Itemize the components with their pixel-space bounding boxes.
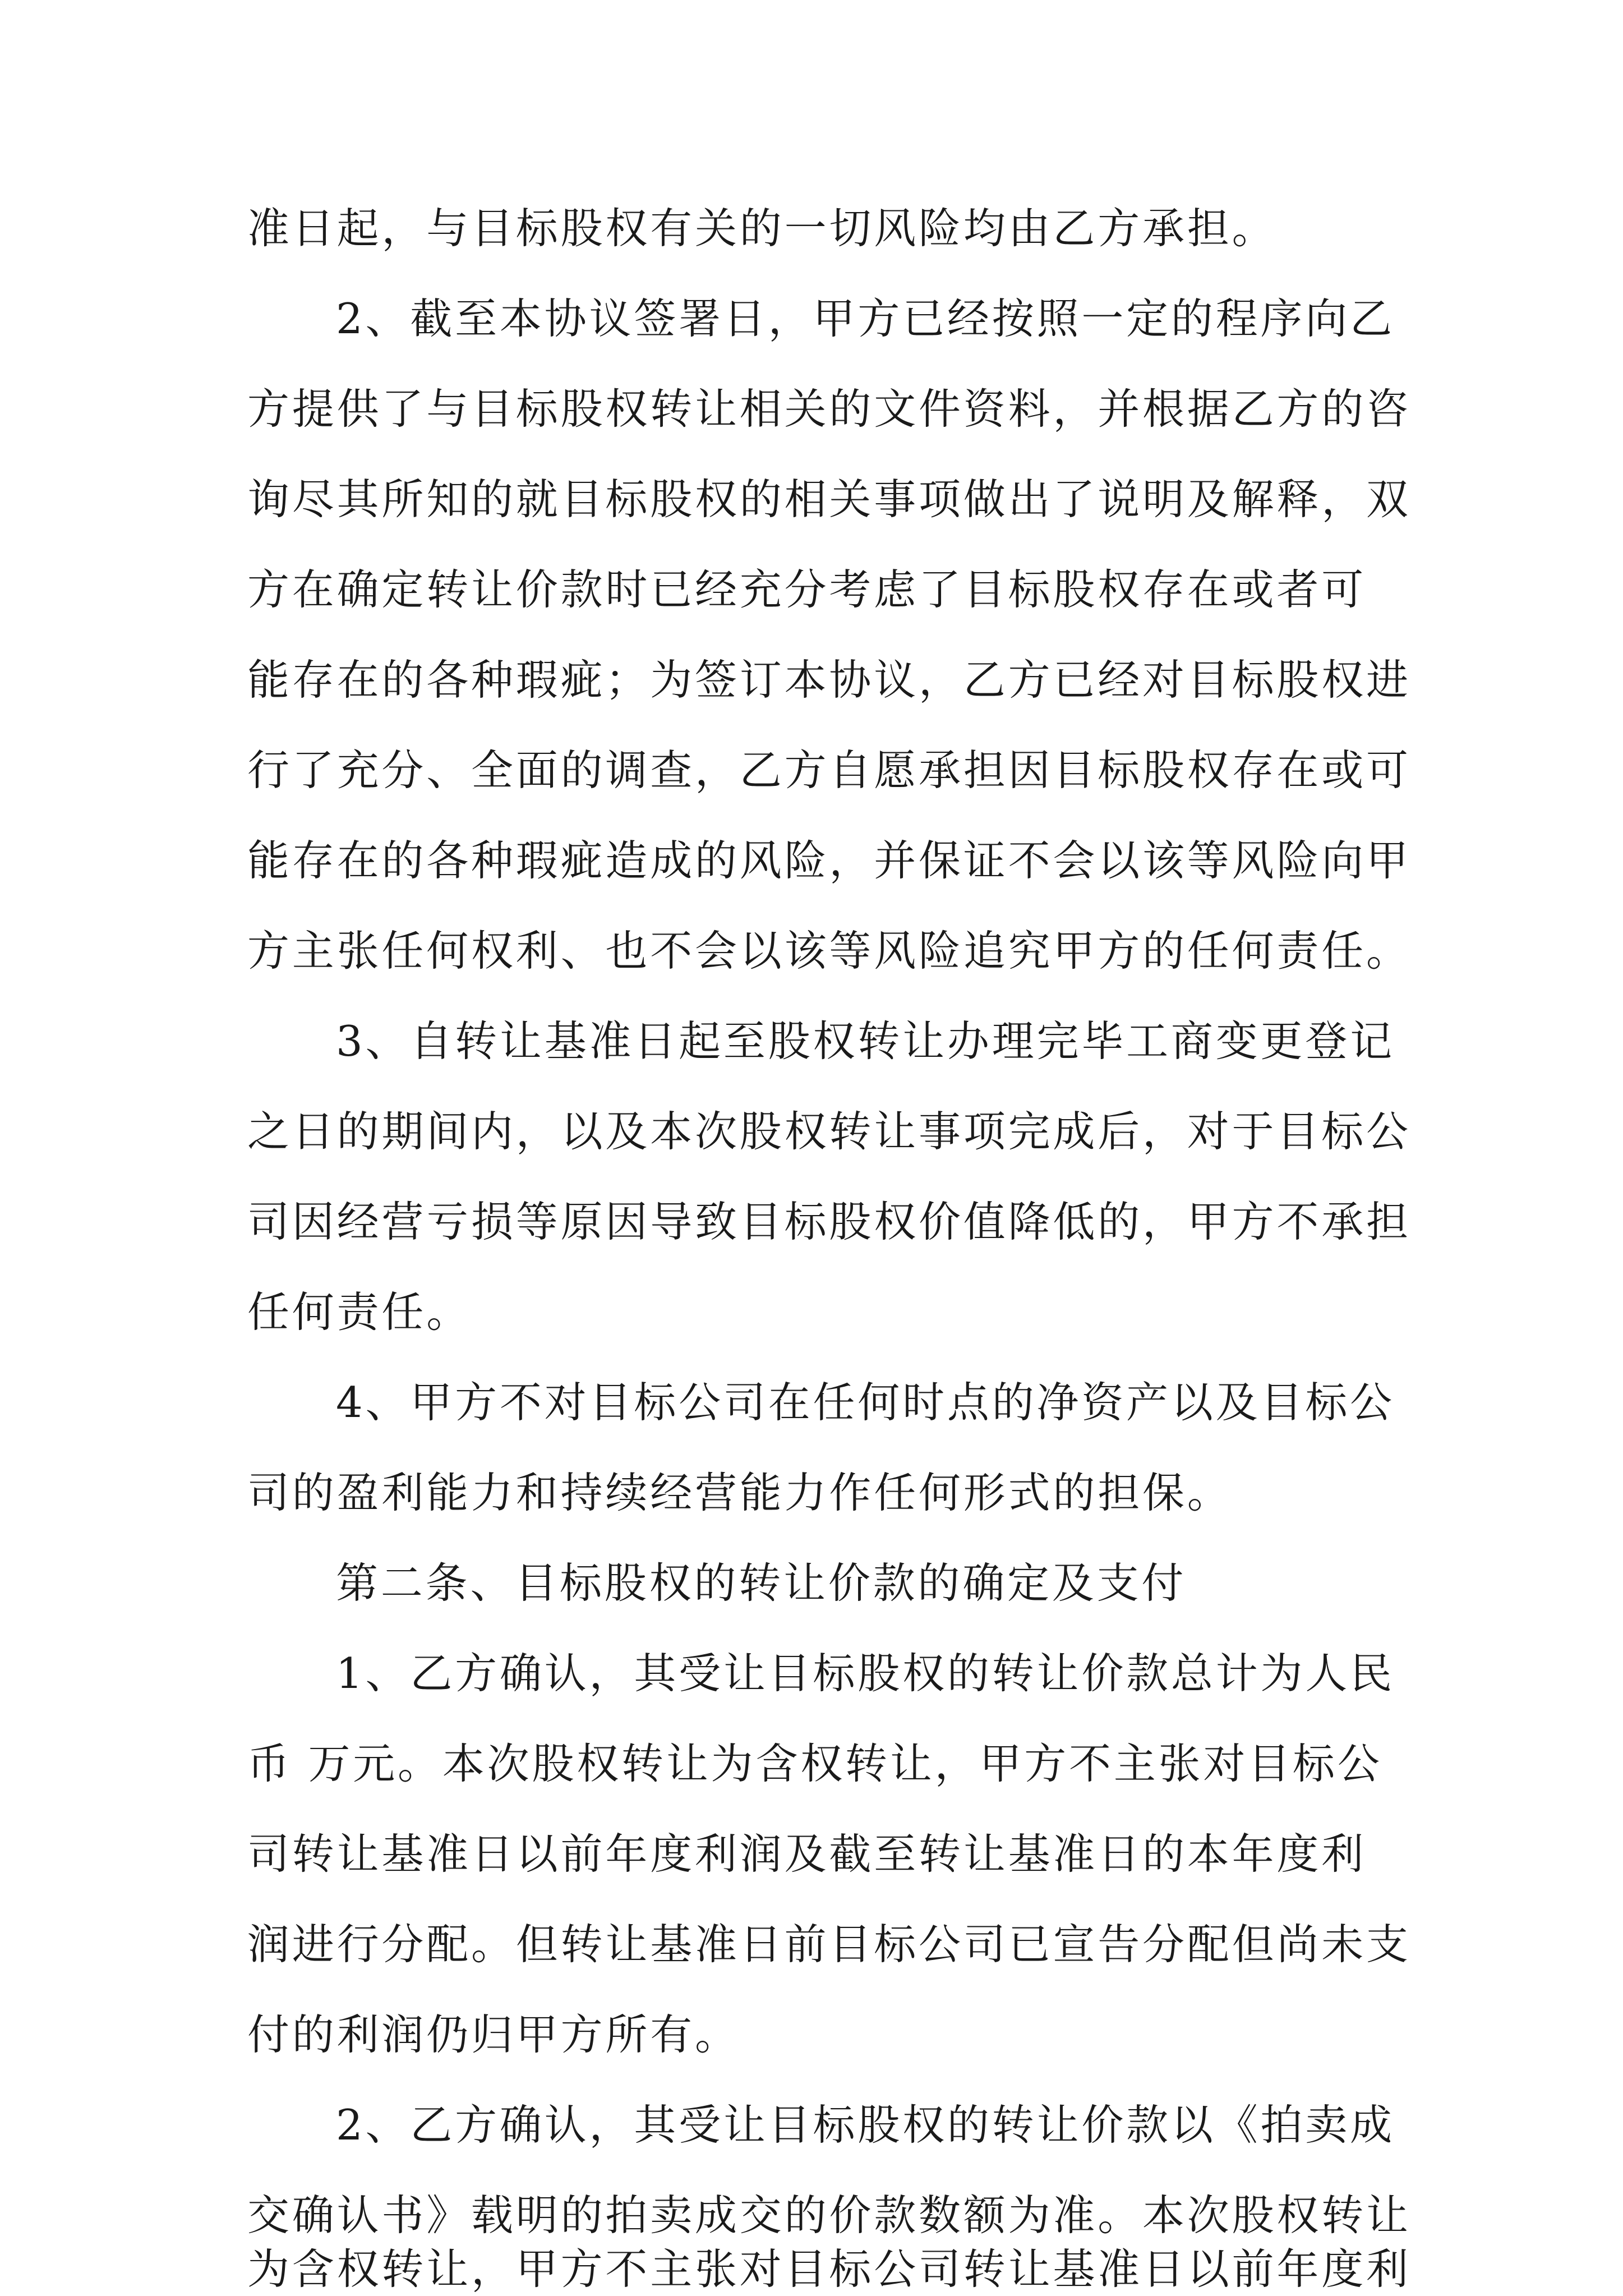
text-line-15: 司的盈利能力和持续经营能力作任何形式的担保。 [247,1468,1232,1517]
text-line-1: 准日起，与目标股权有关的一切风险均由乙方承担。 [247,204,1277,253]
text-line-2: 2、截至本协议签署日，甲方已经按照一定的程序向乙 [336,294,1395,343]
text-line-4: 询尽其所知的就目标股权的相关事项做出了说明及解释，双 [247,475,1411,524]
text-line-6: 能存在的各种瑕疵；为签订本协议，乙方已经对目标股权进 [247,655,1411,705]
text-line-5: 方在确定转让价款时已经充分考虑了目标股权存在或者可 [247,565,1367,614]
text-line-11: 之日的期间内，以及本次股权转让事项完成后，对于目标公 [247,1107,1411,1156]
text-line-8: 能存在的各种瑕疵造成的风险，并保证不会以该等风险向甲 [247,836,1411,885]
text-line-21: 付的利润仍归甲方所有。 [247,2010,740,2059]
text-line-20: 润进行分配。但转让基准日前目标公司已宣告分配但尚未支 [247,1920,1411,1969]
text-line-19: 司转让基准日以前年度利润及截至转让基准日的本年度利 [247,1829,1367,1879]
text-line-12: 司因经营亏损等原因导致目标股权价值降低的，甲方不承担 [247,1197,1411,1246]
text-line-23: 交确认书》载明的拍卖成交的价款数额为准。本次股权转让 [247,2191,1411,2240]
text-line-7: 行了充分、全面的调查，乙方自愿承担因目标股权存在或可 [247,746,1411,795]
text-line-14: 4、甲方不对目标公司在任何时点的净资产以及目标公 [336,1378,1395,1427]
text-line-13: 任何责任。 [247,1287,472,1337]
text-line-18: 币 万元。本次股权转让为含权转让，甲方不主张对目标公 [247,1739,1382,1788]
text-line-9: 方主张任何权利、也不会以该等风险追究甲方的任何责任。 [247,926,1411,976]
text-line-22: 2、乙方确认，其受让目标股权的转让价款以《拍卖成 [336,2100,1395,2150]
text-line-10: 3、自转让基准日起至股权转让办理完毕工商变更登记 [336,1016,1395,1066]
section-heading: 第二条、目标股权的转让价款的确定及支付 [336,1558,1187,1608]
text-line-3: 方提供了与目标股权转让相关的文件资料，并根据乙方的咨 [247,384,1411,434]
text-line-24: 为含权转让，甲方不主张对目标公司转让基准日以前年度利 [247,2244,1411,2294]
text-line-17: 1、乙方确认，其受让目标股权的转让价款总计为人民 [336,1649,1395,1698]
